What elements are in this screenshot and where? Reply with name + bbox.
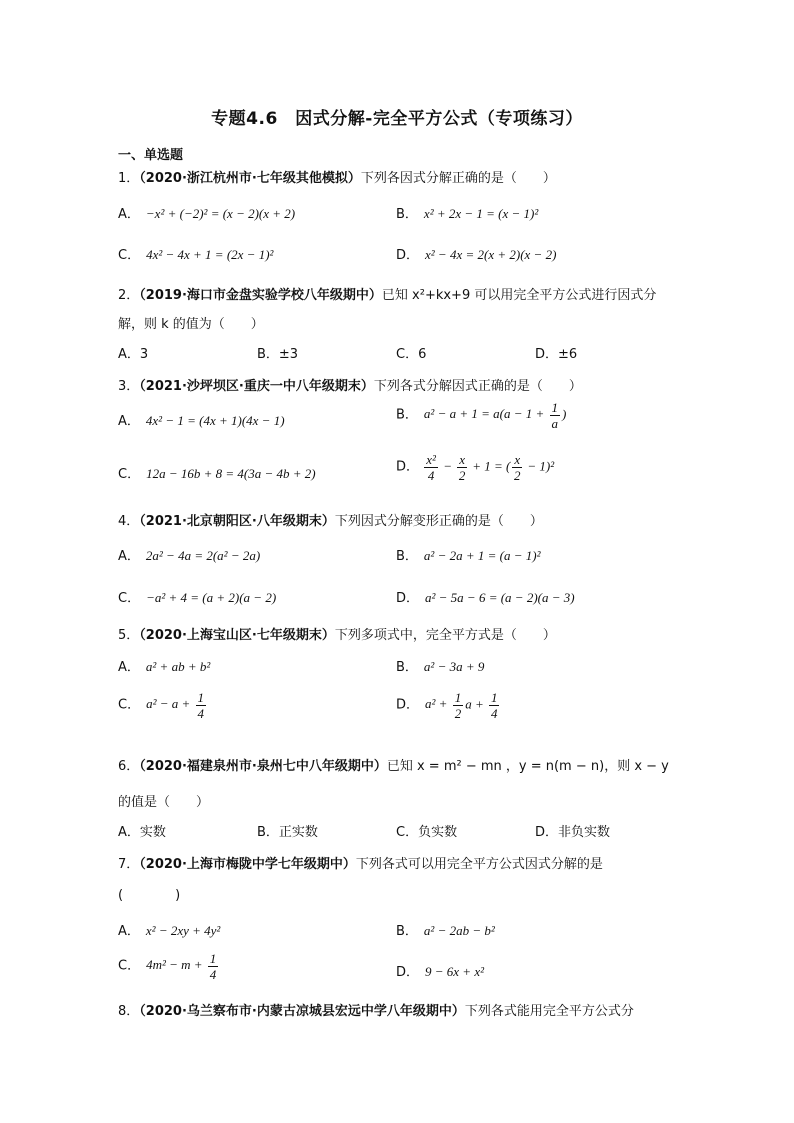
question-6-option-d[interactable]: D．非负实数 <box>535 825 611 840</box>
question-2-option-a[interactable]: A．3 <box>118 347 149 362</box>
question-6-stem: 6．（2020·福建泉州市·泉州七中八年级期中）已知 x = m² − mn ，y = n(m − n)，则 x − y <box>118 759 669 774</box>
page-title: 专题4.6 因式分解-完全平方公式（专项练习） <box>211 109 583 129</box>
question-5-option-b[interactable]: B． a² − 3a + 9 <box>396 659 485 675</box>
question-5-option-a[interactable]: A． a² + ab + b² <box>118 659 211 675</box>
question-1-option-c[interactable]: C． 4x² − 4x + 1 = (2x − 1)² <box>118 247 274 263</box>
fraction: $\frac{\text{x²}}{4}$ <box>426 452 436 483</box>
fraction: $\frac{1}{2}$ <box>454 690 462 721</box>
question-1-option-d[interactable]: D． x² − 4x = 2(x + 2)(x − 2) <box>396 247 557 263</box>
question-7-option-a[interactable]: A． x² − 2xy + 4y² <box>118 923 221 939</box>
fraction: $\frac{1}{4}$ <box>209 951 217 982</box>
question-4-option-c[interactable]: C． −a² + 4 = (a + 2)(a − 2) <box>118 590 277 606</box>
question-2-option-d[interactable]: D．±6 <box>535 347 578 362</box>
question-2-stem: 2．（2019·海口市金盘实验学校八年级期中）已知 x²+kx+9 可以用完全平方公式进行因式分 <box>118 288 657 303</box>
question-5-stem: 5．（2020·上海宝山区·七年级期末）下列多项式中，完全平方式是（ ） <box>118 628 556 643</box>
fraction: $\frac{1}{a}$ <box>551 400 559 431</box>
question-6-stem-cont: 的值是（ ） <box>118 795 210 810</box>
fraction: $\frac{x}{2}$ <box>514 452 521 483</box>
question-1-option-a[interactable]: A． −x² + (−2)² = (x − 2)(x + 2) <box>118 206 296 222</box>
fraction: $\frac{x}{2}$ <box>458 452 466 483</box>
section-heading: 一、单选题 <box>118 148 184 163</box>
question-1-option-b[interactable]: B． x² + 2x − 1 = (x − 1)² <box>396 206 539 222</box>
question-3-option-a[interactable]: A． 4x² − 1 = (4x + 1)(4x − 1) <box>118 413 285 429</box>
question-4-option-d[interactable]: D． a² − 5a − 6 = (a − 2)(a − 3) <box>396 590 575 606</box>
question-2-option-c[interactable]: C．6 <box>396 347 427 362</box>
question-6-option-c[interactable]: C．负实数 <box>396 825 458 840</box>
question-4-option-b[interactable]: B． a² − 2a + 1 = (a − 1)² <box>396 548 541 564</box>
question-4-option-a[interactable]: A． 2a² − 4a = 2(a² − 2a) <box>118 548 261 564</box>
question-4-stem: 4．（2021·北京朝阳区·八年级期末）下列因式分解变形正确的是（ ） <box>118 514 543 529</box>
question-6-option-b[interactable]: B．正实数 <box>257 825 318 840</box>
fraction: $\frac{1}{4}$ <box>490 690 498 721</box>
fraction: $\frac{1}{4}$ <box>197 690 205 721</box>
question-3-option-d[interactable]: D． $\frac{\text{x²}}{4}$ − $\frac{x}{2}$ + 1 = ( $\frac{x}{2}$ − 1)² <box>396 452 555 483</box>
question-3-stem: 3．（2021·沙坪坝区·重庆一中八年级期末）下列各式分解因式正确的是（ ） <box>118 379 582 394</box>
question-7-stem-cont: ( ) <box>118 888 181 903</box>
question-3-option-b[interactable]: B． a² − a + 1 = a(a − 1 + $\frac{1}{a}$ ) <box>396 400 567 431</box>
question-7-stem: 7．（2020·上海市梅陇中学七年级期中）下列各式可以用完全平方公式因式分解的是 <box>118 857 603 872</box>
question-5-option-d[interactable]: D． a² + $\frac{1}{2}$ a + $\frac{1}{4}$ <box>396 690 498 721</box>
question-5-option-c[interactable]: C． a² − a + $\frac{1}{4}$ <box>118 690 205 721</box>
question-7-option-d[interactable]: D． 9 − 6x + x² <box>396 964 484 980</box>
question-2-stem-cont: 解，则 k 的值为（ ） <box>118 317 264 332</box>
question-2-option-b[interactable]: B．±3 <box>257 347 299 362</box>
question-3-option-c[interactable]: C． 12a − 16b + 8 = 4(3a − 4b + 2) <box>118 466 316 482</box>
question-1-stem: 1．（2020·浙江杭州市·七年级其他模拟）下列各因式分解正确的是（ ） <box>118 171 556 186</box>
question-6-option-a[interactable]: A．实数 <box>118 825 166 840</box>
question-8-stem: 8．（2020·乌兰察布市·内蒙古凉城县宏远中学八年级期中）下列各式能用完全平方公式分 <box>118 1004 634 1019</box>
question-7-option-c[interactable]: C． 4m² − m + $\frac{1}{4}$ <box>118 951 217 982</box>
question-7-option-b[interactable]: B． a² − 2ab − b² <box>396 923 495 939</box>
